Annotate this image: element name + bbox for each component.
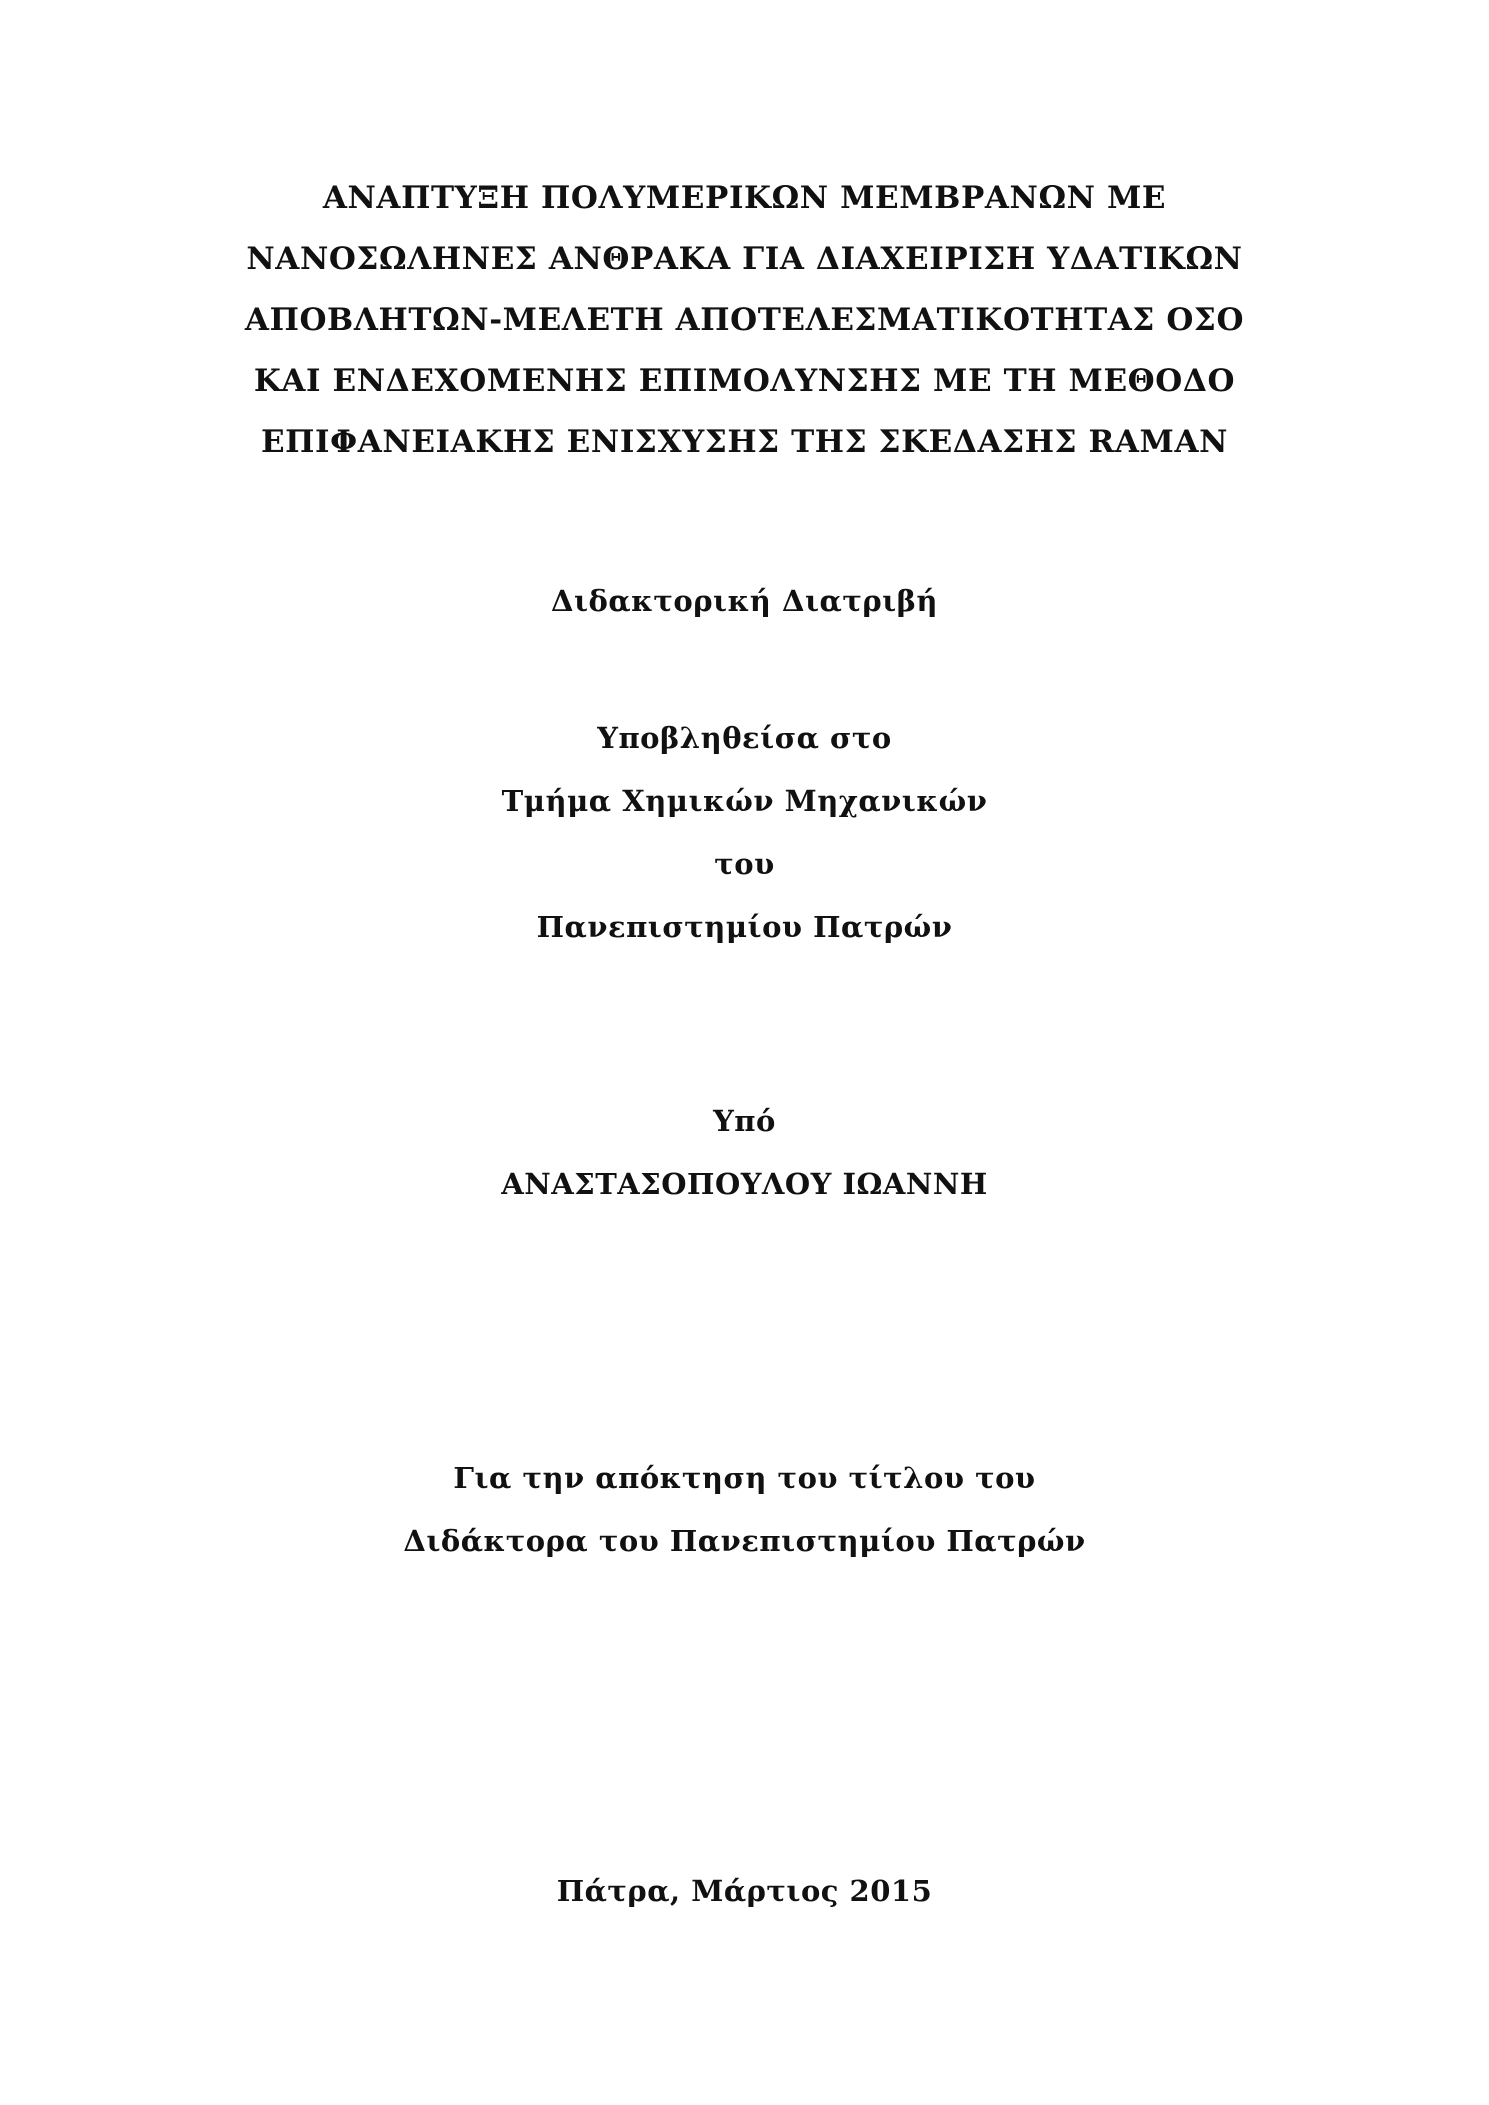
of-label: του xyxy=(714,847,775,881)
document-type-label: Διδακτορική Διατριβή xyxy=(550,584,939,618)
thesis-title-line-3: ΑΠΟΒΛΗΤΩΝ-ΜΕΛΕΤΗ ΑΠΟΤΕΛΕΣΜΑΤΙΚΟΤΗΤΑΣ ΟΣΟ xyxy=(244,302,1245,338)
submitted-to-label: Υποβληθείσα στο xyxy=(597,721,892,755)
thesis-title-line-5: ΕΠΙΦΑΝΕΙΑΚΗΣ ΕΝΙΣΧΥΣΗΣ ΤΗΣ ΣΚΕΔΑΣΗΣ RAMAN xyxy=(260,424,1229,460)
university-name: Πανεπιστημίου Πατρών xyxy=(536,910,953,944)
thesis-title-line-1: ΑΝΑΠΤΥΞΗ ΠΟΛΥΜΕΡΙΚΩΝ ΜΕΜΒΡΑΝΩΝ ΜΕ xyxy=(322,180,1167,216)
department-name: Τμήμα Χημικών Μηχανικών xyxy=(501,784,988,818)
author-name: ΑΝΑΣΤΑΣΟΠΟΥΛΟΥ ΙΩΑΝΝΗ xyxy=(501,1167,988,1201)
document-type xyxy=(0,570,1489,633)
degree-purpose xyxy=(0,1447,1489,1573)
purpose-line-1: Για την απόκτηση του τίτλου του xyxy=(453,1461,1036,1495)
place-and-date xyxy=(0,1860,1489,1923)
thesis-title-line-2: ΝΑΝΟΣΩΛΗΝΕΣ ΑΝΘΡΑΚΑ ΓΙΑ ΔΙΑΧΕΙΡΙΣΗ ΥΔΑΤΙΚΩΝ xyxy=(246,241,1243,277)
author-info xyxy=(0,1090,1489,1216)
submission-info xyxy=(0,707,1489,959)
by-label: Υπό xyxy=(713,1104,776,1138)
place-date-text: Πάτρα, Μάρτιος 2015 xyxy=(556,1874,933,1908)
thesis-title xyxy=(0,168,1489,473)
thesis-title-line-4: ΚΑΙ ΕΝΔΕΧΟΜΕΝΗΣ ΕΠΙΜΟΛΥΝΣΗΣ ΜΕ ΤΗ ΜΕΘΟΔΟ xyxy=(253,363,1236,399)
purpose-line-2: Διδάκτορα του Πανεπιστημίου Πατρών xyxy=(403,1524,1086,1558)
